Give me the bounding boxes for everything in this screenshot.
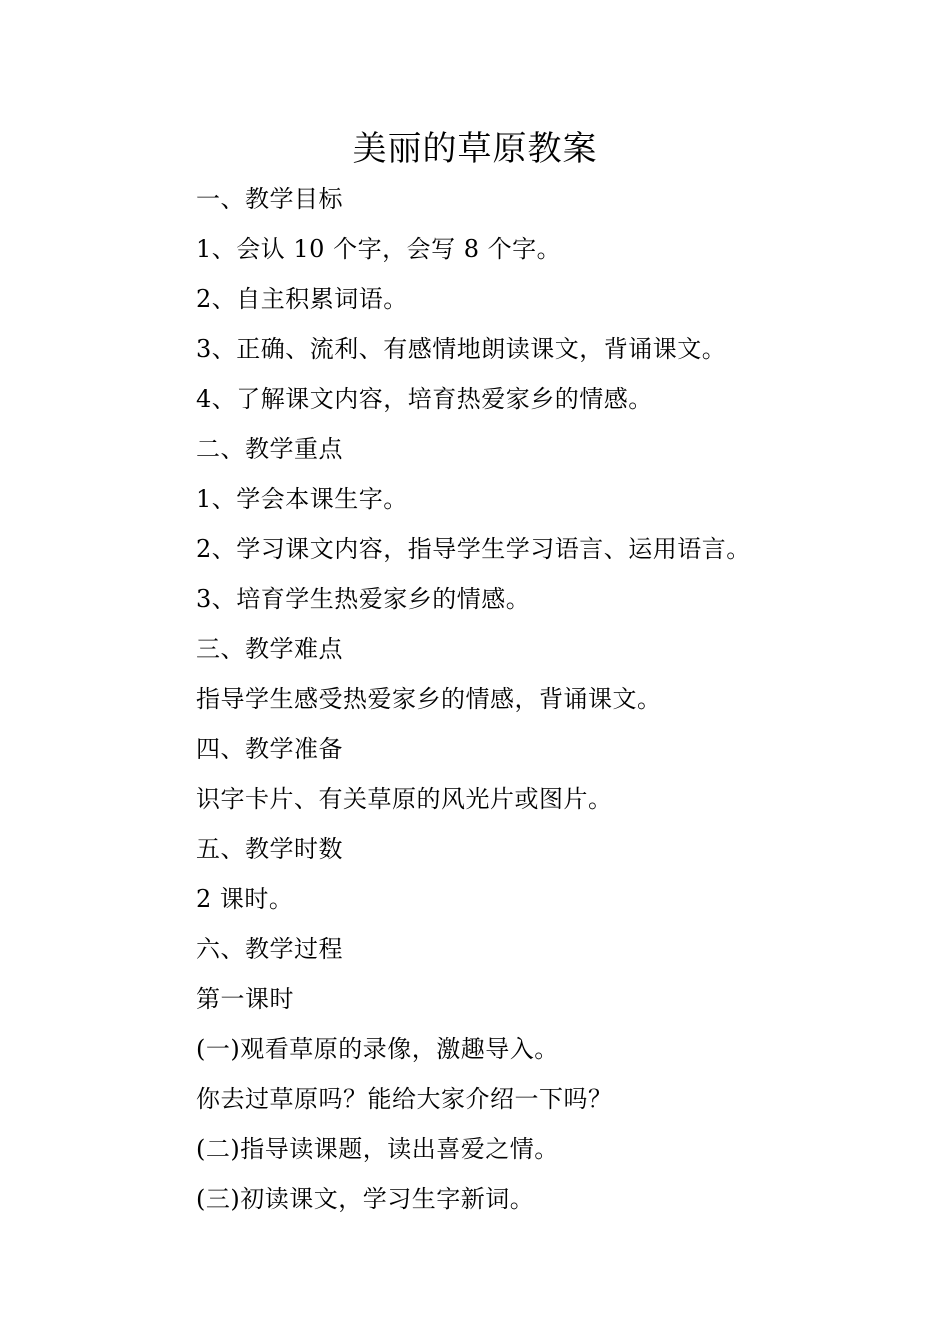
objective-item: 4、了解课文内容，培育热爱家乡的情感。: [196, 385, 653, 413]
objective-item: 2、自主积累词语。: [196, 285, 408, 313]
key-point-item: 1、学会本课生字。: [196, 485, 408, 513]
document-body: [196, 177, 896, 1227]
section-heading-objectives: 一、教学目标: [196, 185, 343, 213]
section-heading-difficulties: 三、教学难点: [196, 635, 343, 663]
process-step: (三)初读课文，学习生字新词。: [196, 1185, 535, 1213]
section-heading-preparation: 四、教学准备: [196, 735, 343, 763]
lesson-heading: 第一课时: [196, 985, 294, 1013]
process-step: (二)指导读课题，读出喜爱之情。: [196, 1135, 559, 1163]
preparation-text: 识字卡片、有关草原的风光片或图片。: [196, 785, 613, 813]
key-point-item: 2、学习课文内容，指导学生学习语言、运用语言。: [196, 535, 751, 563]
section-heading-process: 六、教学过程: [196, 935, 343, 963]
section-heading-key-points: 二、教学重点: [196, 435, 343, 463]
section-heading-hours: 五、教学时数: [196, 835, 343, 863]
hours-text: 2 课时。: [196, 885, 294, 913]
document-title: 美丽的草原教案: [352, 129, 598, 169]
process-step: (一)观看草原的录像，激趣导入。: [196, 1035, 559, 1063]
objective-item: 3、正确、流利、有感情地朗读课文，背诵课文。: [196, 335, 727, 363]
process-question: 你去过草原吗？能给大家介绍一下吗？: [196, 1085, 613, 1113]
key-point-item: 3、培育学生热爱家乡的情感。: [196, 585, 531, 613]
difficulty-text: 指导学生感受热爱家乡的情感，背诵课文。: [196, 685, 662, 713]
objective-item: 1、会认 10 个字，会写 8 个字。: [196, 235, 562, 263]
